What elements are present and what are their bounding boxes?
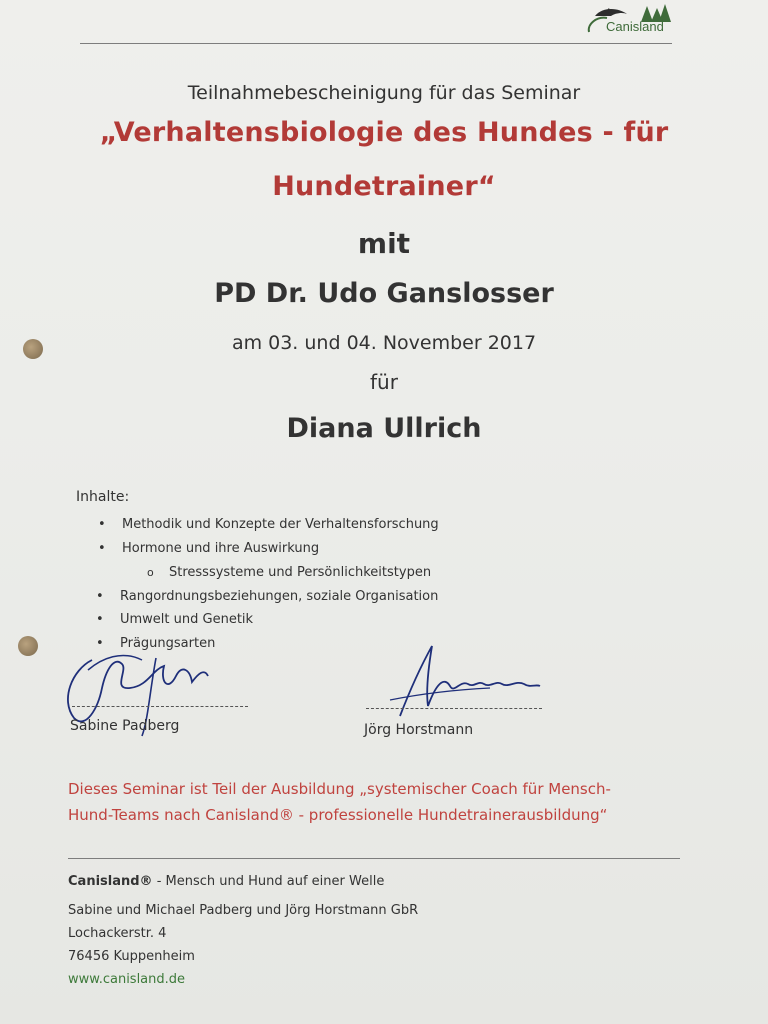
seminar-title-line2: Hundetrainer“ [272,171,496,202]
program-notice-line2: Hund-Teams nach Canisland® - professionelle Hundetrainerausbildung“ [68,806,608,824]
seminar-title-line1: „Verhaltensbiologie des Hundes - für [99,117,669,148]
program-notice-line1: Dieses Seminar ist Teil der Ausbildung „systemischer Coach für Mensch- [68,780,611,798]
with-label: mit [357,227,411,260]
signer-name-left: Sabine Padberg [70,718,180,734]
bullet-icon: • [96,589,104,604]
list-item [147,565,432,580]
bullet-icon: • [96,636,104,651]
bullet-icon: • [98,541,106,556]
for-label: für [370,370,398,394]
footer-company: Sabine und Michael Padberg und Jörg Horstmann GbR [68,903,419,918]
list-item-text: Rangordnungsbeziehungen, soziale Organisation [120,589,439,604]
footer-street: Lochackerstr. 4 [68,926,167,941]
speaker-name: PD Dr. Udo Ganslosser [214,278,554,309]
contents-label: Inhalte: [76,489,130,505]
signature-line [72,706,248,707]
list-item-text: Hormone und ihre Auswirkung [122,541,320,556]
list-item-text: Umwelt und Genetik [120,612,254,627]
list-item-text: Stresssysteme und Persönlichkeitstypen [169,565,432,580]
logo-text: Canisland [606,19,664,34]
seminar-date: am 03. und 04. November 2017 [231,332,537,354]
participant-name: Diana Ullrich [286,413,482,444]
list-item [98,517,439,532]
signature-line [366,708,542,709]
circle-bullet-icon: o [147,566,154,579]
footer-website-link[interactable]: www.canisland.de [68,972,186,987]
footer-divider [68,858,680,859]
footer-brand: Canisland® [68,874,153,889]
certificate-subtitle: Teilnahmebescheinigung für das Seminar [187,82,581,104]
punch-hole [18,636,38,656]
header-divider [80,43,672,44]
list-item-text: Prägungsarten [120,636,216,651]
bullet-icon: • [98,517,106,532]
footer-tagline: - Mensch und Hund auf einer Welle [152,874,385,889]
footer-city: 76456 Kuppenheim [68,949,195,964]
footer-brand-line [68,874,384,889]
list-item [96,612,254,627]
list-item [96,589,439,604]
list-item [98,541,320,556]
signer-name-right: Jörg Horstmann [364,722,474,738]
bullet-icon: • [96,612,104,627]
list-item-text: Methodik und Konzepte der Verhaltensforschung [122,517,439,532]
